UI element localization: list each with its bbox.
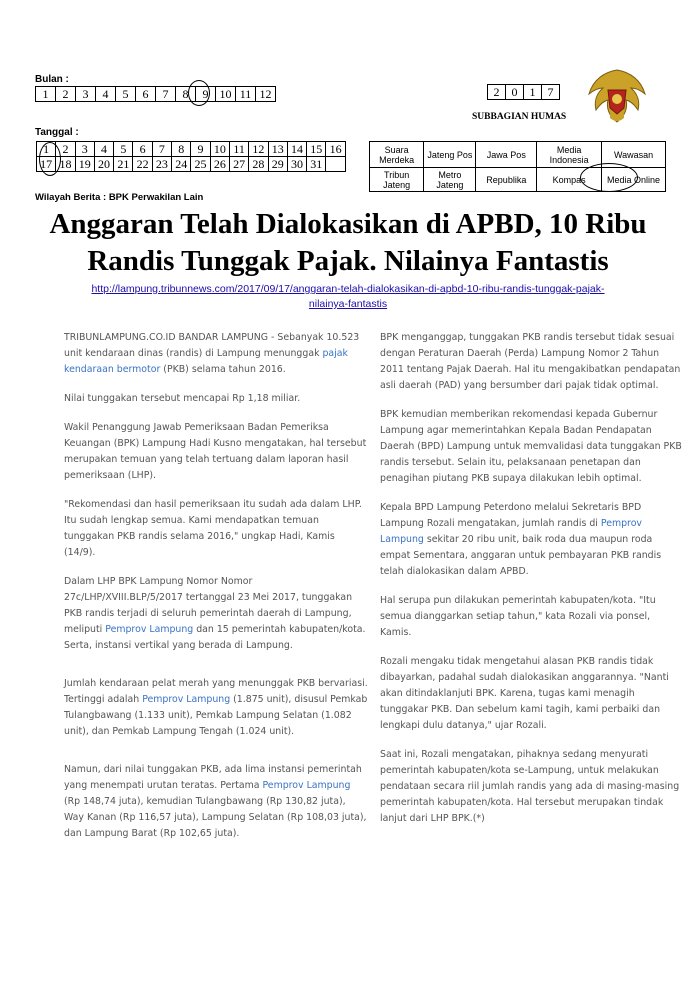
month-cell: 1 xyxy=(36,87,56,102)
month-cell: 10 xyxy=(216,87,236,102)
month-cell: 7 xyxy=(156,87,176,102)
paragraph xyxy=(380,500,684,580)
text: Namun, dari nilai tunggakan PKB, ada lima instansi pemerintah yang menempati urutan teratas. Pertama xyxy=(64,764,362,791)
garuda-emblem-icon xyxy=(584,64,650,128)
selected-date-circle xyxy=(39,142,61,176)
media-option-cell: Wawasan xyxy=(602,142,666,168)
media-option-cell: Jateng Pos xyxy=(424,142,476,168)
month-cell: 2 xyxy=(56,87,76,102)
tanggal-label: Tanggal : xyxy=(35,127,79,138)
month-cell: 9 xyxy=(196,87,216,102)
media-option-cell: Suara Merdeka xyxy=(370,142,424,168)
paragraph xyxy=(64,574,368,654)
date-cell: 23 xyxy=(152,157,171,172)
year-digit-cell: 1 xyxy=(524,85,542,100)
article-url-link[interactable] xyxy=(40,282,656,312)
text: dan 15 pemerintah kabupaten/kota. Serta, instansi vertikal yang berada di Lampung. xyxy=(64,624,366,651)
inline-link[interactable]: Pemprov Lampung xyxy=(105,624,194,635)
month-grid xyxy=(35,86,276,102)
inline-link[interactable]: Pemprov Lampung xyxy=(142,694,231,705)
date-cell: 20 xyxy=(94,157,113,172)
text: (Rp 148,74 juta), kemudian Tulangbawang (Rp 130,82 juta), Way Kanan (Rp 116,57 juta), Lampung Selatan (Rp 108,03 juta), dan Lampung Barat (Rp 102,65 juta). xyxy=(64,796,367,839)
selected-media-circle xyxy=(580,163,638,192)
date-cell: 5 xyxy=(114,142,133,157)
paragraph: Rozali mengaku tidak mengetahui alasan PKB randis tidak dibayarkan, padahal sudah dialokasikan anggarannya. "Nanti akan ditindaklanjuti BPK. Karena, tugas kami menagih tunggakar PKB. Dan sebelum kami tagih, kami perbaiki dan lengkapi dulu datanya," ujar Rozali. xyxy=(380,656,669,731)
date-cell: 9 xyxy=(191,142,210,157)
date-cell: 12 xyxy=(249,142,268,157)
date-cell: 21 xyxy=(114,157,133,172)
date-cell: 31 xyxy=(307,157,326,172)
article-left-column xyxy=(64,330,368,855)
paragraph: Nilai tunggakan tersebut mencapai Rp 1,18 miliar. xyxy=(64,393,301,404)
date-cell: 18 xyxy=(56,157,75,172)
media-option-cell: Republika xyxy=(476,168,537,192)
paragraph: Saat ini, Rozali mengatakan, pihaknya sedang menyurati pemerintah kabupaten/kota se-Lampung, untuk melakukan pendataan secara riil jumlah randis yang ada di masing-masing pemerintah kabupaten/kota. Hal tersebut merupakan tindak lanjut dari LHP BPK.(*) xyxy=(380,749,680,824)
inline-link[interactable]: Pemprov Lampung xyxy=(262,780,351,791)
date-cell: 17 xyxy=(37,157,56,172)
date-cell: 26 xyxy=(210,157,229,172)
year-digit-cell: 2 xyxy=(488,85,506,100)
url-line-2[interactable]: nilainya-fantastis xyxy=(308,298,388,310)
month-cell: 12 xyxy=(256,87,276,102)
date-cell: 19 xyxy=(75,157,94,172)
text: Kepala BPD Lampung Peterdono melalui Sekretaris BPD Lampung Rozali mengatakan, jumlah randis di xyxy=(380,502,642,529)
month-cell: 11 xyxy=(236,87,256,102)
month-cell: 5 xyxy=(116,87,136,102)
year-digit-cell: 0 xyxy=(506,85,524,100)
media-option-cell: Metro Jateng xyxy=(424,168,476,192)
year-grid xyxy=(487,84,560,100)
date-cell: 3 xyxy=(75,142,94,157)
text: Dalam LHP BPK Lampung Nomor Nomor 27c/LHP/XVIII.BLP/5/2017 tertanggal 23 Mei 2017, tunggakan PKB randis terjadi di seluruh pemerintah daerah di Lampung, meliputi xyxy=(64,576,353,635)
date-cell: 24 xyxy=(172,157,191,172)
date-cell: 22 xyxy=(133,157,152,172)
date-cell: 10 xyxy=(210,142,229,157)
text: sekitar 20 ribu unit, baik roda dua maupun roda empat Sementara, anggaran untuk pembayaran PKB randis telah dialokasikan dalam APBD. xyxy=(380,534,662,577)
article-title xyxy=(20,206,676,280)
date-cell: 4 xyxy=(94,142,113,157)
media-option-cell: Jawa Pos xyxy=(476,142,537,168)
paragraph xyxy=(64,330,368,378)
month-cell: 6 xyxy=(136,87,156,102)
text: Jumlah kendaraan pelat merah yang menunggak PKB bervariasi. Tertinggi adalah xyxy=(64,678,368,705)
inline-link[interactable]: Pemprov Lampung xyxy=(380,518,642,545)
month-cell: 8 xyxy=(176,87,196,102)
media-option-cell: Kompas xyxy=(537,168,602,192)
date-cell: 16 xyxy=(326,142,345,157)
date-cell: 29 xyxy=(268,157,287,172)
title-line-1: Anggaran Telah Dialokasikan di APBD, 10 Ribu xyxy=(49,208,647,240)
date-cell: 15 xyxy=(307,142,326,157)
paragraph: Wakil Penanggung Jawab Pemeriksaan Badan Pemeriksa Keuangan (BPK) Lampung Hadi Kusno mengatakan, hal tersebut merupakan temuan yang telah tertuang dalam laporan hasil pemeriksaan (LHP). xyxy=(64,422,367,481)
date-cell: 11 xyxy=(229,142,248,157)
date-cell: 6 xyxy=(133,142,152,157)
date-cell: 7 xyxy=(152,142,171,157)
url-line-1[interactable]: http://lampung.tribunnews.com/2017/09/17/anggaran-telah-dialokasikan-di-apbd-10-ribu-randis-tunggak-pajak- xyxy=(91,283,605,295)
date-cell: 2 xyxy=(56,142,75,157)
wilayah-label: Wilayah Berita : BPK Perwakilan Lain xyxy=(35,192,204,203)
paragraph: "Rekomendasi dan hasil pemeriksaan itu sudah ada dalam LHP. Itu sudah lengkap semua. Kami mendapatkan temuan tunggakan PKB randis selama 2016," ungkap Hadi, Kamis (14/9). xyxy=(64,499,362,558)
paragraph xyxy=(64,676,368,740)
date-cell: 8 xyxy=(172,142,191,157)
paragraph: Hal serupa pun dilakukan pemerintah kabupaten/kota. "Itu semua dianggarkan setiap tahun," kata Rozali via ponsel, Kamis. xyxy=(380,595,656,638)
article-right-column xyxy=(380,330,684,840)
month-cell: 4 xyxy=(96,87,116,102)
text: (PKB) selama tahun 2016. xyxy=(160,364,286,375)
text: (1.875 unit), disusul Pemkab Tulangbawang (1.133 unit), Pemkab Lampung Selatan (1.082 unit), dan Pemkab Lampung Tengah (1.024 unit). xyxy=(64,694,368,737)
month-cell: 3 xyxy=(76,87,96,102)
date-cell: 14 xyxy=(287,142,306,157)
inline-link[interactable]: pajak kendaraan bermotor xyxy=(64,348,348,375)
title-line-2: Randis Tunggak Pajak. Nilainya Fantastis xyxy=(87,245,609,277)
date-cell: 28 xyxy=(249,157,268,172)
media-option-cell: Media Online xyxy=(602,168,666,192)
bulan-label: Bulan : xyxy=(35,74,69,85)
text: TRIBUNLAMPUNG.CO.ID BANDAR LAMPUNG - Sebanyak 10.523 unit kendaraan dinas (randis) di Lampung menunggak xyxy=(64,332,360,359)
paragraph xyxy=(64,762,368,842)
media-option-cell: Tribun Jateng xyxy=(370,168,424,192)
media-option-cell: Media Indonesia xyxy=(537,142,602,168)
date-cell: 27 xyxy=(229,157,248,172)
date-grid xyxy=(36,141,346,172)
date-cell: 30 xyxy=(287,157,306,172)
year-digit-cell: 7 xyxy=(542,85,560,100)
paragraph: BPK menganggap, tunggakan PKB randis tersebut tidak sesuai dengan Peraturan Daerah (Perda) Lampung Nomor 2 Tahun 2011 tentang Pajak Daerah. Hal itu mengakibatkan pendapatan asli daerah (PAD) yang bersumber dari pajak tidak optimal. xyxy=(380,332,681,391)
selected-month-circle xyxy=(188,80,210,106)
department-label: SUBBAGIAN HUMAS xyxy=(472,112,567,122)
date-cell: 13 xyxy=(268,142,287,157)
date-cell: 25 xyxy=(191,157,210,172)
date-cell: 1 xyxy=(37,142,56,157)
paragraph: BPK kemudian memberikan rekomendasi kepada Gubernur Lampung agar memerintahkan Kepala Badan Pendapatan Daerah (BPD) Lampung untuk memvalidasi data tunggakan PKB randis tersebut. Selain itu, pelaksanaan penetapan dan penagihan piutang PKB supaya dilakukan lebih optimal. xyxy=(380,409,682,484)
